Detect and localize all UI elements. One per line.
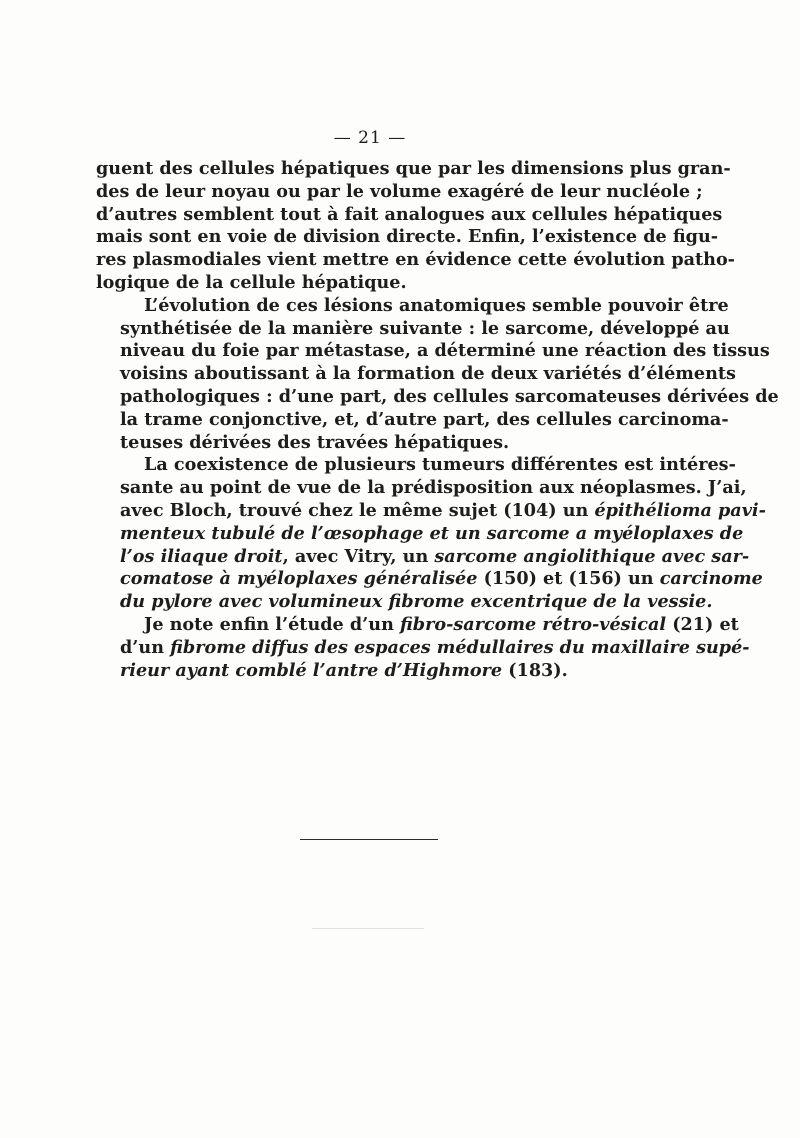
italic-run: rieur ayant comblé l’antre d’Highmore xyxy=(120,659,503,681)
text-line xyxy=(96,660,642,683)
italic-run: fibro-sarcome rétro-vésical xyxy=(400,613,667,635)
italic-run: carcinome xyxy=(659,568,763,590)
italic-run: l’os iliaque droit xyxy=(120,545,283,567)
italic-run: sarcome angiolithique avec sar- xyxy=(434,545,750,567)
text-line: pathologiques : d’une part, des cellules sarcomateuses dérivées de xyxy=(120,385,779,407)
body-text xyxy=(96,158,779,682)
text-run: (183). xyxy=(502,659,568,681)
faint-rule xyxy=(312,928,424,929)
text-line: voisins aboutissant à la formation de deux variétés d’éléments xyxy=(120,363,736,385)
end-rule xyxy=(300,839,438,840)
text-line xyxy=(96,522,744,546)
text-line xyxy=(96,499,766,523)
text-run: avec Bloch, trouvé chez le même sujet (104) un xyxy=(120,499,595,521)
text-line: la trame conjonctive, et, d’autre part, des cellules carcinoma- xyxy=(120,408,729,430)
page-number: — 21 — xyxy=(333,128,407,148)
italic-run: du pylore avec volumineux fibrome excentrique de la vessie. xyxy=(120,591,713,613)
text-line: niveau du foie par métastase, a déterminé une réaction des tissus xyxy=(120,340,770,362)
italic-run: épithélioma pavi- xyxy=(594,499,766,521)
paragraph-4 xyxy=(96,613,750,682)
text-line xyxy=(96,545,750,569)
text-line xyxy=(96,636,750,660)
text-line: d’autres semblent tout à fait analogues aux cellules hépatiques xyxy=(96,203,723,225)
text-run: (150) et (156) un xyxy=(477,568,660,590)
text-line: des de leur noyau ou par le volume exagéré de leur nucléole ; xyxy=(96,180,703,202)
text-line xyxy=(96,613,739,637)
text-line: mais sont en voie de division directe. Enfin, l’existence de figu- xyxy=(96,226,719,248)
text-line: sante au point de vue de la prédisposition aux néoplasmes. J’ai, xyxy=(120,477,747,499)
text-line: res plasmodiales vient mettre en évidence cette évolution patho- xyxy=(96,249,735,271)
text-line: La coexistence de plusieurs tumeurs différentes est intéres- xyxy=(144,454,736,476)
paragraph-1 xyxy=(96,158,735,295)
text-line: synthétisée de la manière suivante : le sarcome, développé au xyxy=(120,317,730,339)
text-line: logique de la cellule hépatique. xyxy=(96,271,407,293)
paragraph-2 xyxy=(96,294,779,455)
text-run: , avec Vitry, un xyxy=(282,545,435,567)
text-line xyxy=(96,568,763,591)
italic-run: fibrome diffus des espaces médullaires du maxillaire supé- xyxy=(170,636,750,658)
text-line: teuses dérivées des travées hépatiques. xyxy=(120,431,510,453)
text-run: Je note enfin l’étude d’un xyxy=(144,613,400,635)
text-line: L’évolution de ces lésions anatomiques semble pouvoir être xyxy=(144,294,729,316)
text-line: guent des cellules hépatiques que par les dimensions plus gran- xyxy=(96,158,731,179)
text-line xyxy=(96,591,713,614)
paragraph-3 xyxy=(96,454,766,614)
text-run: d’un xyxy=(120,636,171,658)
italic-run: comatose à myéloplaxes généralisée xyxy=(120,568,478,590)
italic-run: menteux tubulé de l’œsophage et un sarcome a myéloplaxes de xyxy=(120,522,744,544)
text-run: (21) et xyxy=(666,613,739,635)
